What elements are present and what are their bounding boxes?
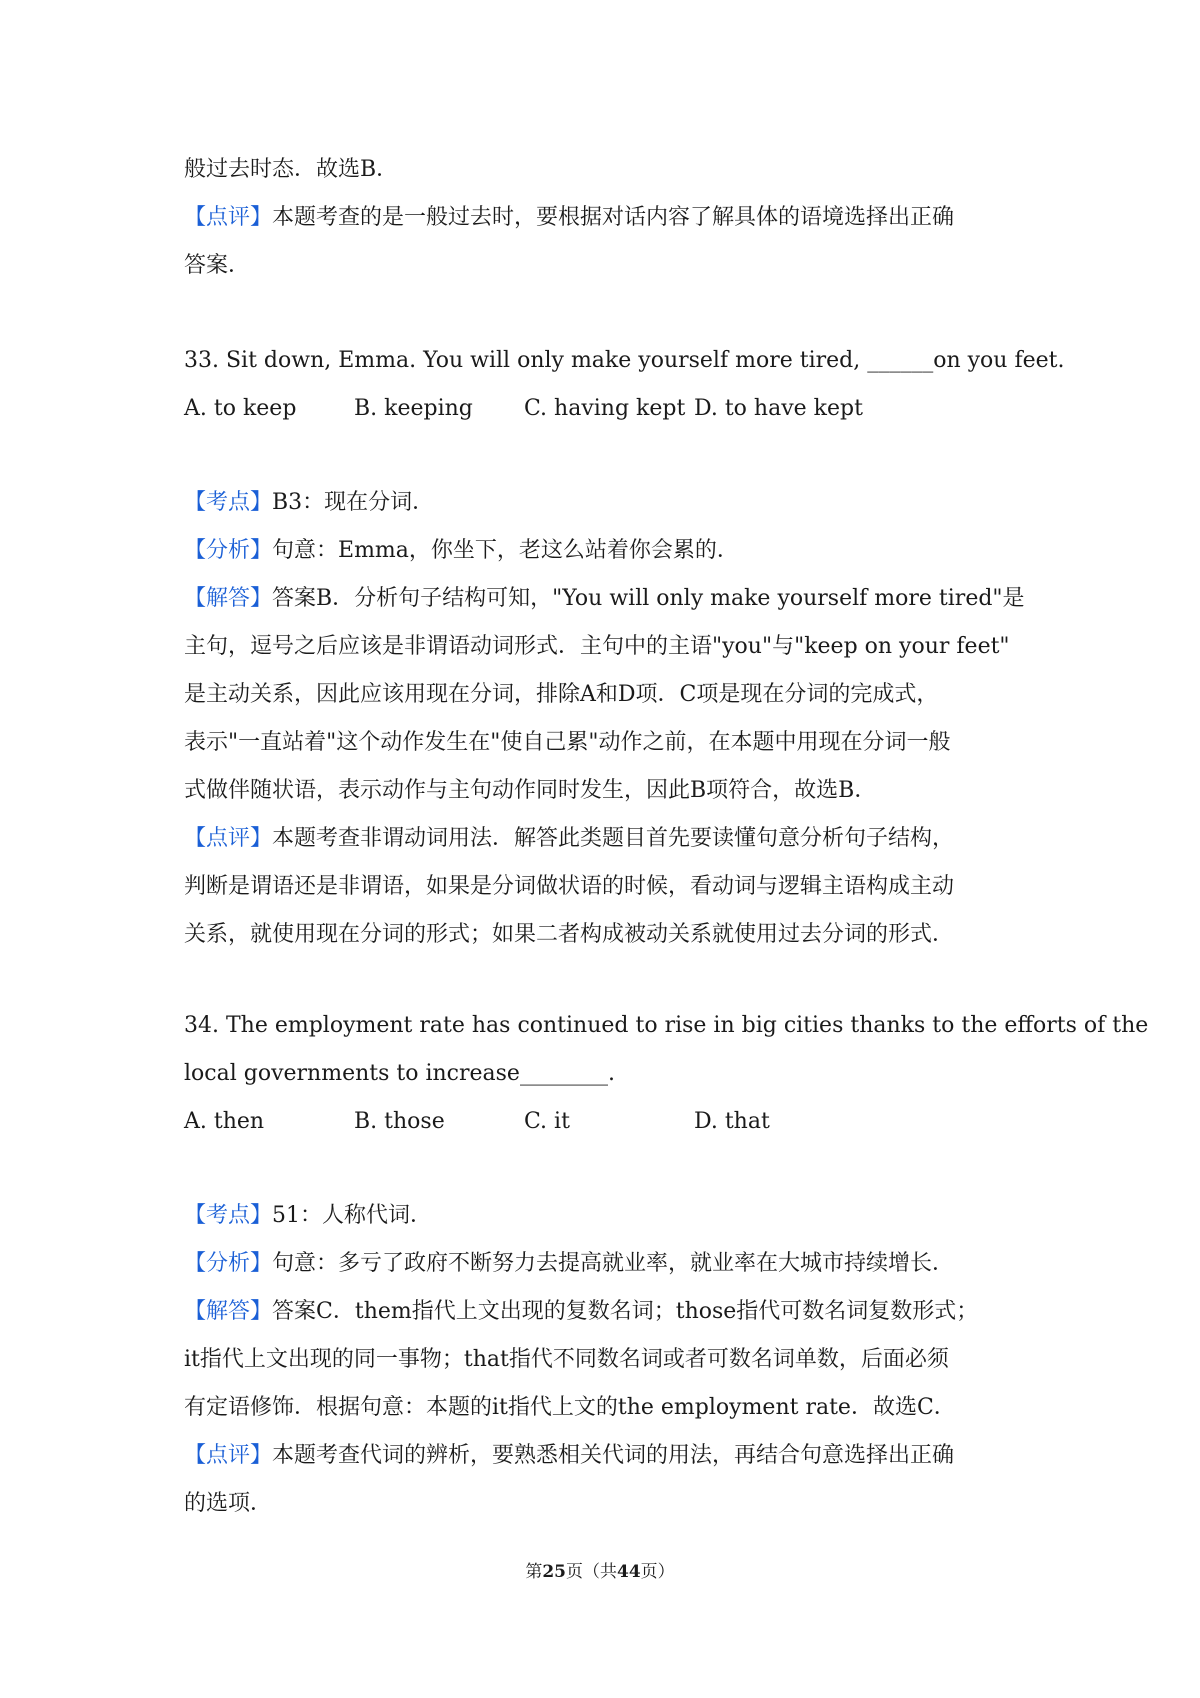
footer-suffix: 页） — [640, 1562, 675, 1582]
text-line — [184, 488, 1034, 518]
answer-text: 主句，逗号之后应该是非谓语动词形式．主句中的主语"you"与"keep on your feet" — [184, 634, 1010, 659]
page-number: 25 — [542, 1562, 566, 1582]
point-text: B3：现在分词． — [272, 490, 435, 515]
answer-text: 答案C．them指代上文出现的复数名词；those指代可数名词复数形式； — [272, 1299, 979, 1324]
option-c: C. having kept — [524, 396, 686, 421]
text-line — [184, 1489, 1034, 1519]
comment-text: 本题考查的是一般过去时，要根据对话内容了解具体的语境选择出正确 — [272, 205, 955, 230]
text-line — [184, 155, 1034, 185]
answer-continuation: 般过去时态．故选B． — [184, 157, 399, 182]
point-text: 51：人称代词． — [272, 1203, 433, 1228]
text-line — [184, 1441, 1034, 1471]
text-line — [184, 1249, 1034, 1279]
text-line — [184, 824, 1034, 854]
comment-text: 本题考查非谓动词用法．解答此类题目首先要读懂句意分析句子结构， — [272, 826, 955, 851]
comment-text: 关系，就使用现在分词的形式；如果二者构成被动关系就使用过去分词的形式． — [184, 922, 955, 947]
footer-middle: 页（共 — [566, 1562, 617, 1582]
question-34-stem — [184, 1059, 1034, 1089]
analysis-text: 句意：Emma，你坐下，老这么站着你会累的． — [272, 538, 739, 563]
answer-text: 答案B．分析句子结构可知，"You will only make yourself more tired"是 — [272, 586, 1025, 611]
question-stem-text: 34. The employment rate has continued to rise in big cities thanks to the efforts of the — [184, 1013, 1149, 1038]
text-line — [184, 728, 1034, 758]
answer-text: 是主动关系，因此应该用现在分词，排除A和D项．C项是现在分词的完成式， — [184, 682, 939, 707]
question-33-options — [184, 394, 1034, 424]
text-line — [184, 536, 1034, 566]
text-line — [184, 203, 1034, 233]
question-34-options — [184, 1107, 1034, 1137]
answer-text: 式做伴随状语，表示动作与主句动作同时发生，因此B项符合，故选B． — [184, 778, 877, 803]
comment-text: 本题考查代词的辨析，要熟悉相关代词的用法，再结合句意选择出正确 — [272, 1443, 955, 1468]
option-d: D. that — [694, 1109, 770, 1134]
text-line — [184, 584, 1034, 614]
option-b: B. those — [354, 1109, 445, 1134]
analysis-tag: 【分析】 — [184, 538, 273, 563]
analysis-text: 句意：多亏了政府不断努力去提高就业率，就业率在大城市持续增长． — [272, 1251, 955, 1276]
text-line — [184, 251, 1034, 281]
text-line — [184, 872, 1034, 902]
text-line — [184, 920, 1034, 950]
total-pages: 44 — [617, 1562, 641, 1582]
text-line — [184, 1201, 1034, 1231]
text-line — [184, 1297, 1034, 1327]
comment-text: 的选项． — [184, 1491, 273, 1516]
comment-tag: 【点评】 — [184, 205, 273, 230]
answer-text: 有定语修饰．根据句意：本题的it指代上文的the employment rate．故选C． — [184, 1395, 956, 1420]
option-a: A. then — [184, 1109, 265, 1134]
footer-prefix: 第 — [525, 1562, 543, 1582]
option-d: D. to have kept — [694, 396, 863, 421]
question-stem-text: 33. Sit down, Emma. You will only make yourself more tired, ______on you feet. — [184, 348, 1065, 373]
option-b: B. keeping — [354, 396, 473, 421]
text-line — [184, 632, 1034, 662]
answer-tag: 【解答】 — [184, 586, 273, 611]
analysis-tag: 【分析】 — [184, 1251, 273, 1276]
point-tag: 【考点】 — [184, 1203, 273, 1228]
point-tag: 【考点】 — [184, 490, 273, 515]
comment-text: 判断是谓语还是非谓语，如果是分词做状语的时候，看动词与逻辑主语构成主动 — [184, 874, 955, 899]
comment-tag: 【点评】 — [184, 826, 273, 851]
page-footer — [0, 1560, 1200, 1584]
text-line — [184, 776, 1034, 806]
text-line — [184, 1345, 1034, 1375]
answer-tag: 【解答】 — [184, 1299, 273, 1324]
answer-text: 表示"一直站着"这个动作发生在"使自己累"动作之前，在本题中用现在分词一般 — [184, 730, 951, 755]
option-c: C. it — [524, 1109, 570, 1134]
comment-tag: 【点评】 — [184, 1443, 273, 1468]
text-line — [184, 1393, 1034, 1423]
answer-text: it指代上文出现的同一事物；that指代不同数名词或者可数名词单数，后面必须 — [184, 1347, 949, 1372]
question-33-stem — [184, 346, 1065, 376]
text-line — [184, 680, 1034, 710]
question-34-stem — [184, 1011, 1149, 1041]
comment-text: 答案． — [184, 253, 251, 278]
option-a: A. to keep — [184, 396, 297, 421]
question-stem-text: local governments to increase________. — [184, 1061, 615, 1086]
